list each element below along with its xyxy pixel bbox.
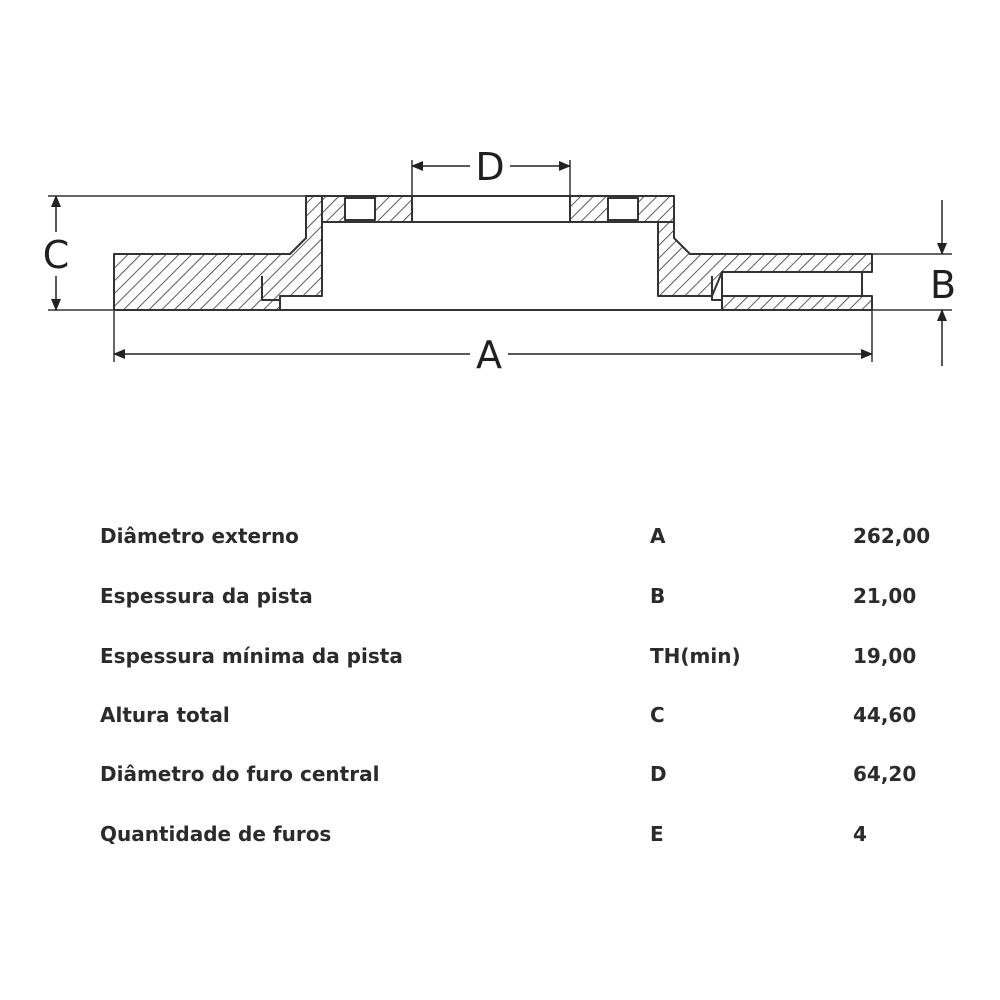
spec-label: Espessura mínima da pista (100, 644, 403, 668)
dimension-label-b: B (929, 263, 957, 307)
spec-row-min-track-thickness (0, 636, 1000, 676)
spec-row-center-bore-diameter (0, 754, 1000, 794)
ventilation-channel (722, 272, 862, 296)
brake-disc-cross-section-drawing (0, 0, 1000, 440)
spec-row-hole-count (0, 814, 1000, 854)
center-bore (412, 196, 570, 222)
spec-value: 64,20 (853, 762, 917, 786)
spec-value: 44,60 (853, 703, 917, 727)
dimension-label-a: A (476, 333, 502, 377)
spec-label: Altura total (100, 703, 230, 727)
spec-label: Diâmetro externo (100, 524, 299, 548)
right-friction-ring-lower (722, 296, 872, 310)
spec-value: 21,00 (853, 584, 917, 608)
spec-label: Espessura da pista (100, 584, 313, 608)
dimension-b (930, 200, 956, 366)
bolt-hole-right (608, 198, 638, 220)
spec-row-track-thickness (0, 576, 1000, 616)
left-friction-ring (114, 196, 322, 310)
spec-value: 262,00 (853, 524, 931, 548)
dimension-label-d: D (475, 145, 505, 189)
spec-code: B (650, 584, 666, 608)
spec-value: 4 (853, 822, 867, 846)
dimension-a (114, 333, 872, 377)
spec-row-total-height (0, 695, 1000, 735)
dimension-d (412, 145, 570, 189)
spec-value: 19,00 (853, 644, 917, 668)
spec-label: Quantidade de furos (100, 822, 332, 846)
spec-code: E (650, 822, 664, 846)
spec-code: D (650, 762, 667, 786)
bolt-hole-left (345, 198, 375, 220)
spec-row-outer-diameter (0, 516, 1000, 556)
spec-code: C (650, 703, 665, 727)
spec-code: TH(min) (650, 644, 741, 668)
spec-label: Diâmetro do furo central (100, 762, 380, 786)
disc-body (114, 196, 872, 310)
dimension-c (43, 196, 70, 310)
dimension-label-c: C (42, 233, 70, 277)
spec-code: A (650, 524, 666, 548)
